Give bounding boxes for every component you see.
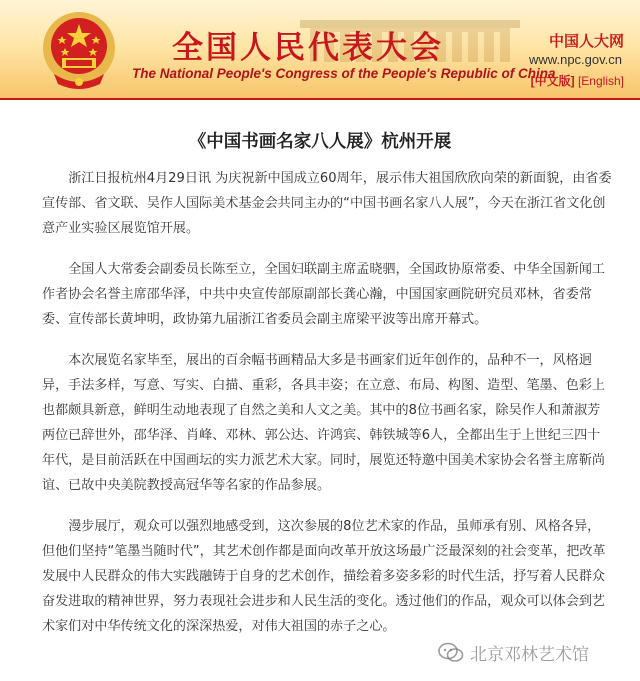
npc-net-logo[interactable]: 中国人大网 bbox=[548, 32, 624, 50]
article-paragraph: 全国人大常委会副委员长陈至立，全国妇联副主席孟晓驷，全国政协原常委、中华全国新闻工作者协会名誉主席邵华泽，中共中央宣传部原副部长龚心瀚，中国国家画院研究员邓林，省委常委、宣传部长黄坤明，政协第九届浙江省委员会副主席梁平波等出席开幕式。 bbox=[42, 262, 606, 327]
language-switcher bbox=[531, 72, 624, 89]
lang-chinese-link[interactable]: [中文版] bbox=[530, 74, 575, 88]
site-title-english: The National People's Congress of the People's Republic of China bbox=[132, 66, 556, 81]
lang-english-link[interactable]: [English] bbox=[577, 74, 624, 88]
article-headline: 《中国书画名家八人展》杭州开展 bbox=[188, 132, 452, 152]
site-title-chinese: 全国人民代表大会 bbox=[172, 30, 444, 66]
national-emblem-icon bbox=[40, 8, 118, 92]
article-paragraph: 本次展览名家毕至，展出的百余幅书画精品大多是书画家们近年创作的，品种不一，风格迥异，手法多样，写意、写实、白描、重彩，各具丰姿；在立意、布局、构图、造型、笔墨、色彩上也都颇具新意，鲜明生动地表现了自然之美和人文之美。其中的8位书画名家，除吴作人和萧淑芳两位已辞世外，邵华泽、肖峰、邓林、郭公达、许鸿宾、韩铁城等6人，全都出生于上世纪三四十年代，是目前活跃在中国画坛的实力派艺术大家。同时，展览还特邀中国美术家协会名誉主席靳尚谊、已故中央美院教授高冠华等名家的作品参展。 bbox=[42, 353, 606, 493]
watermark-text: 北京邓林艺术馆 bbox=[470, 645, 589, 665]
wechat-watermark bbox=[438, 640, 589, 665]
article-paragraph: 浙江日报杭州4月29日讯 为庆祝新中国成立60周年，展示伟大祖国欣欣向荣的新面貌，由省委宣传部、省文联、吴作人国际美术基金会共同主办的“中国书画名家八人展”，今天在浙江省文化创意产业实验区展览馆开展。 bbox=[42, 171, 612, 236]
article-body bbox=[42, 166, 612, 655]
site-url[interactable]: www.npc.gov.cn bbox=[529, 52, 622, 67]
site-header-banner bbox=[0, 0, 640, 100]
article-paragraph: 漫步展厅，观众可以强烈地感受到，这次参展的8位艺术家的作品，虽师承有别、风格各异，但他们坚持“笔墨当随时代”，其艺术创作都是面向改革开放这场最广泛最深刻的社会变革，把改革发展中人民群众的伟大实践融铸于自身的艺术创作，描绘着多姿多彩的时代生活，抒写着人民群众奋发进取的精神世界，努力表现社会进步和人民生活的变化。透过他们的作品，观众可以体会到艺术家们对中华传统文化的深深热爱，对伟大祖国的赤子之心。 bbox=[42, 519, 606, 634]
wechat-icon bbox=[438, 642, 464, 664]
